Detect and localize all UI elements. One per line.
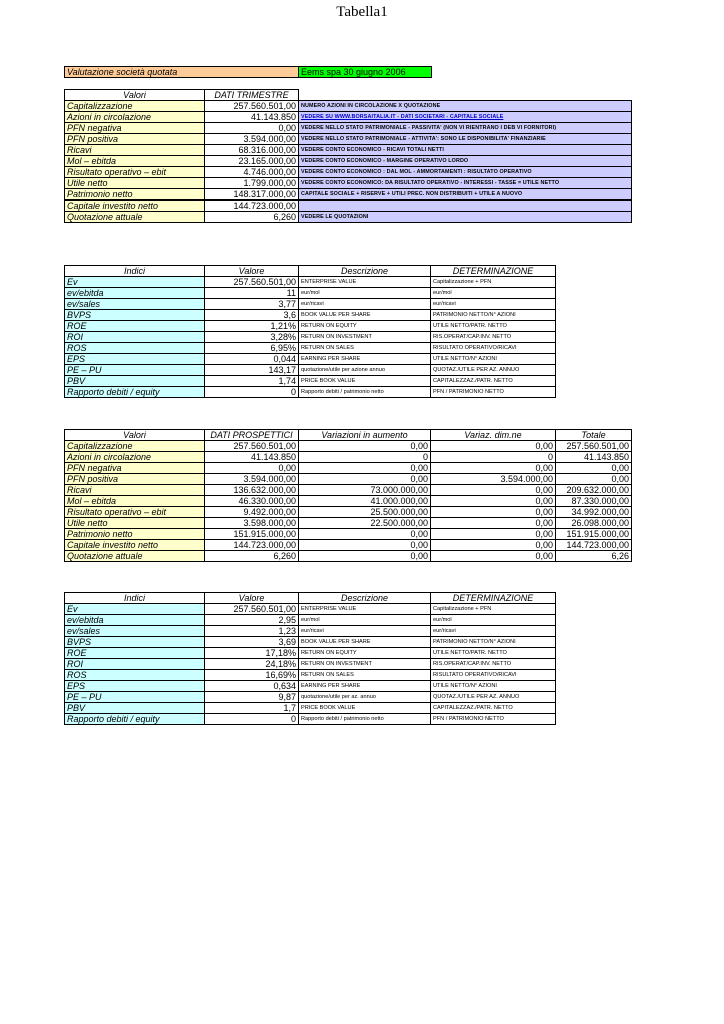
dati-prospettici: 41.143.850 <box>205 452 299 463</box>
row-label: Quotazione attuale <box>65 212 205 223</box>
index-description: Rapporto debiti / patrimonio netto <box>299 387 431 398</box>
index-description: BOOK VALUE PER SHARE <box>299 310 431 321</box>
index-determination: PATRIMONIO NETTO/N° AZIONI <box>431 310 556 321</box>
row-note: CAPITALE SOCIALE + RISERVE + UTILI PREC. NON DISTRIBUITI + UTILE A NUOVO <box>299 189 632 201</box>
index-name: ev/ebitda <box>65 615 205 626</box>
row-value: 0,00 <box>205 123 299 134</box>
index-description: EARNING PER SHARE <box>299 354 431 365</box>
index-description: ENTERPRISE VALUE <box>299 277 431 288</box>
header-descrizione: Descrizione <box>299 593 431 604</box>
index-value: 143,17 <box>205 365 299 376</box>
totale: 144.723.000,00 <box>556 540 632 551</box>
row-value: 41.143.850 <box>205 112 299 123</box>
index-name: PBV <box>65 703 205 714</box>
index-description: eur/ricavi <box>299 626 431 637</box>
row-label: Patrimonio netto <box>65 189 205 201</box>
index-description: RETURN ON EQUITY <box>299 648 431 659</box>
totale: 0,00 <box>556 474 632 485</box>
dati-prospettici: 151.915.000,00 <box>205 529 299 540</box>
row-value: 23.165.000,00 <box>205 156 299 167</box>
row-label: PFN negativa <box>65 463 205 474</box>
index-determination: PATRIMONIO NETTO/N° AZIONI <box>431 637 556 648</box>
header-valori: Valori <box>65 430 205 441</box>
table-row <box>65 452 632 463</box>
company-date: Eems spa 30 giugno 2006 <box>299 67 432 78</box>
index-description: Rapporto debiti / patrimonio netto <box>299 714 431 725</box>
index-name: Ev <box>65 604 205 615</box>
row-value: 1.799.000,00 <box>205 178 299 189</box>
row-value: 68.316.000,00 <box>205 145 299 156</box>
row-label: Capitalizzazione <box>65 441 205 452</box>
index-description: eur/mol <box>299 615 431 626</box>
row-label: Risultato operativo – ebit <box>65 167 205 178</box>
index-name: ev/ebitda <box>65 288 205 299</box>
index-name: ROS <box>65 670 205 681</box>
index-determination: UTILE NETTO/PATR. NETTO <box>431 321 556 332</box>
totale: 0,00 <box>556 463 632 474</box>
index-description: PRICE BOOK VALUE <box>299 376 431 387</box>
header-determinazione: DETERMINAZIONE <box>431 266 556 277</box>
header-indici: Indici <box>65 266 205 277</box>
table-row <box>65 507 632 518</box>
header-descrizione: Descrizione <box>299 266 431 277</box>
table-row <box>65 101 632 112</box>
header-dati-prospettici: DATI PROSPETTICI <box>205 430 299 441</box>
table-row <box>65 485 632 496</box>
table-row <box>65 659 556 670</box>
table-row <box>65 365 556 376</box>
index-value: 3,6 <box>205 310 299 321</box>
row-note <box>299 200 632 212</box>
row-label: Capitalizzazione <box>65 101 205 112</box>
dati-prospettici: 0,00 <box>205 463 299 474</box>
index-name: BVPS <box>65 310 205 321</box>
table-row <box>65 178 632 189</box>
index-value: 257.560.501,00 <box>205 604 299 615</box>
index-description: RETURN ON INVESTMENT <box>299 332 431 343</box>
table-row <box>65 714 556 725</box>
index-determination: eur/mol <box>431 288 556 299</box>
index-description: quotazione/utile per azione annuo <box>299 365 431 376</box>
index-value: 3,69 <box>205 637 299 648</box>
variazioni-aumento: 73.000.000,00 <box>299 485 431 496</box>
totale: 209.632.000,00 <box>556 485 632 496</box>
row-label: Mol – ebitda <box>65 156 205 167</box>
totale: 151.915.000,00 <box>556 529 632 540</box>
variazioni-diminuzione: 0,00 <box>431 529 556 540</box>
table-indici-prospettici <box>64 592 556 725</box>
table-row <box>65 529 632 540</box>
table-row <box>65 387 556 398</box>
dati-prospettici: 6,260 <box>205 551 299 562</box>
table-row <box>65 474 632 485</box>
table-row <box>65 112 632 123</box>
index-value: 16,69% <box>205 670 299 681</box>
table-row <box>65 496 632 507</box>
header-variazioni-aumento: Variazioni in aumento <box>299 430 431 441</box>
row-note: VEDERE LE QUOTAZIONI <box>299 212 632 223</box>
totale: 26.098.000,00 <box>556 518 632 529</box>
index-description: RETURN ON EQUITY <box>299 321 431 332</box>
row-note: VEDERE CONTO ECONOMICO - MARGINE OPERATIVO LORDO <box>299 156 632 167</box>
row-label: PFN positiva <box>65 134 205 145</box>
index-name: Rapporto debiti / equity <box>65 714 205 725</box>
variazioni-diminuzione: 0,00 <box>431 441 556 452</box>
row-label: Capitale investito netto <box>65 200 205 212</box>
index-name: PE – PU <box>65 365 205 376</box>
table-dati-trimestre <box>64 89 632 223</box>
variazioni-diminuzione: 0,00 <box>431 540 556 551</box>
variazioni-aumento: 0,00 <box>299 551 431 562</box>
table-row <box>65 200 632 212</box>
row-label: Ricavi <box>65 145 205 156</box>
table-row <box>65 540 632 551</box>
totale: 257.560.501,00 <box>556 441 632 452</box>
row-note: VEDERE NELLO STATO PATRIMONIALE - ATTIVITA': SONO LE DISPONIBILITA' FINANZIARIE <box>299 134 632 145</box>
variazioni-diminuzione: 0 <box>431 452 556 463</box>
index-name: PE – PU <box>65 692 205 703</box>
table-row <box>65 332 556 343</box>
header-totale: Totale <box>556 430 632 441</box>
variazioni-diminuzione: 0,00 <box>431 518 556 529</box>
index-value: 11 <box>205 288 299 299</box>
valuation-label: Valutazione società quotata <box>65 67 299 78</box>
row-note: VEDERE CONTO ECONOMICO : DAL MOL - AMMORTAMENTI : RISULTATO OPERATIVO <box>299 167 632 178</box>
row-note: NUMERO AZIONI IN CIRCOLAZIONE X QUOTAZIONE <box>299 101 632 112</box>
index-description: RETURN ON SALES <box>299 670 431 681</box>
index-determination: CAPITALEZZAZ./PATR. NETTO <box>431 703 556 714</box>
index-name: ROI <box>65 332 205 343</box>
index-description: eur/ricavi <box>299 299 431 310</box>
variazioni-diminuzione: 0,00 <box>431 496 556 507</box>
table-row <box>65 615 556 626</box>
index-determination: PFN / PATRIMONIO NETTO <box>431 714 556 725</box>
table-dati-prospettici <box>64 429 632 562</box>
index-determination: RISULTATO OPERATIVO/RICAVI <box>431 343 556 354</box>
index-description: BOOK VALUE PER SHARE <box>299 637 431 648</box>
variazioni-diminuzione: 0,00 <box>431 463 556 474</box>
index-determination: eur/ricavi <box>431 626 556 637</box>
index-name: PBV <box>65 376 205 387</box>
index-description: quotazione/utile per az. annuo <box>299 692 431 703</box>
dati-prospettici: 46.330.000,00 <box>205 496 299 507</box>
index-determination: eur/mol <box>431 615 556 626</box>
header-block <box>64 66 432 78</box>
borsaitalia-link[interactable]: VEDERE SU WWW.BORSAITALIA.IT - DATI SOCIETARI - CAPITALE SOCIALE <box>299 112 632 123</box>
row-label: PFN positiva <box>65 474 205 485</box>
index-name: ev/sales <box>65 626 205 637</box>
table-row <box>65 145 632 156</box>
row-note: VEDERE CONTO ECONOMICO - RICAVI TOTALI NETTI <box>299 145 632 156</box>
variazioni-diminuzione: 0,00 <box>431 507 556 518</box>
index-value: 3,77 <box>205 299 299 310</box>
table-row <box>65 376 556 387</box>
index-description: eur/mol <box>299 288 431 299</box>
table-row <box>65 637 556 648</box>
table-row <box>65 343 556 354</box>
dati-prospettici: 3.598.000,00 <box>205 518 299 529</box>
header-valori: Valori <box>65 90 205 101</box>
index-description: RETURN ON SALES <box>299 343 431 354</box>
dati-prospettici: 136.632.000,00 <box>205 485 299 496</box>
table-row <box>65 670 556 681</box>
totale: 6,26 <box>556 551 632 562</box>
row-value: 3.594.000,00 <box>205 134 299 145</box>
variazioni-aumento: 22.500.000,00 <box>299 518 431 529</box>
table-row <box>65 551 632 562</box>
variazioni-diminuzione: 0,00 <box>431 551 556 562</box>
index-value: 0,634 <box>205 681 299 692</box>
table-row <box>65 681 556 692</box>
totale: 41.143.850 <box>556 452 632 463</box>
totale: 87.330.000,00 <box>556 496 632 507</box>
index-description: RETURN ON INVESTMENT <box>299 659 431 670</box>
variazioni-diminuzione: 0,00 <box>431 485 556 496</box>
index-value: 1,23 <box>205 626 299 637</box>
row-note: VEDERE NELLO STATO PATRIMONIALE - PASSIVITA' (NON VI RIENTRANO I DEB VI FORNITORI) <box>299 123 632 134</box>
index-determination: CAPITALEZZAZ./PATR. NETTO <box>431 376 556 387</box>
row-note: VEDERE CONTO ECONOMICO: DA RISULTATO OPERATIVO - INTERESSI - TASSE = UTILE NETTO <box>299 178 632 189</box>
index-determination: UTILE NETTO/N° AZIONI <box>431 681 556 692</box>
dati-prospettici: 3.594.000,00 <box>205 474 299 485</box>
dati-prospettici: 9.492.000,00 <box>205 507 299 518</box>
table-row <box>65 277 556 288</box>
index-value: 257.560.501,00 <box>205 277 299 288</box>
table-row <box>65 123 632 134</box>
header-valore: Valore <box>205 266 299 277</box>
index-name: Rapporto debiti / equity <box>65 387 205 398</box>
index-value: 1,7 <box>205 703 299 714</box>
index-name: ROE <box>65 648 205 659</box>
row-label: Ricavi <box>65 485 205 496</box>
index-name: ROI <box>65 659 205 670</box>
variazioni-aumento: 0,00 <box>299 463 431 474</box>
index-determination: UTILE NETTO/PATR. NETTO <box>431 648 556 659</box>
row-label: Capitale investito netto <box>65 540 205 551</box>
index-description: PRICE BOOK VALUE <box>299 703 431 714</box>
table-row <box>65 604 556 615</box>
table-row <box>65 518 632 529</box>
row-value: 257.560.501,00 <box>205 101 299 112</box>
index-determination: PFN / PATRIMONIO NETTO <box>431 387 556 398</box>
table-row <box>65 463 632 474</box>
table-row <box>65 648 556 659</box>
header-variaz-dim: Variaz. dim.ne <box>431 430 556 441</box>
index-name: ROS <box>65 343 205 354</box>
variazioni-aumento: 0,00 <box>299 540 431 551</box>
table-row <box>65 692 556 703</box>
row-label: Risultato operativo – ebit <box>65 507 205 518</box>
variazioni-aumento: 25.500.000,00 <box>299 507 431 518</box>
index-description: ENTERPRISE VALUE <box>299 604 431 615</box>
index-value: 0,044 <box>205 354 299 365</box>
table-row <box>65 134 632 145</box>
index-name: BVPS <box>65 637 205 648</box>
table-row <box>65 189 632 201</box>
index-name: EPS <box>65 354 205 365</box>
index-determination: Capitalizzazione + PFN <box>431 277 556 288</box>
table-row <box>65 299 556 310</box>
index-value: 9,87 <box>205 692 299 703</box>
row-label: Utile netto <box>65 178 205 189</box>
index-value: 6,95% <box>205 343 299 354</box>
table-row <box>65 156 632 167</box>
dati-prospettici: 257.560.501,00 <box>205 441 299 452</box>
index-name: Ev <box>65 277 205 288</box>
row-value: 4.746.000,00 <box>205 167 299 178</box>
dati-prospettici: 144.723.000,00 <box>205 540 299 551</box>
variazioni-aumento: 0,00 <box>299 529 431 540</box>
variazioni-diminuzione: 3.594.000,00 <box>431 474 556 485</box>
row-label: PFN negativa <box>65 123 205 134</box>
row-label: Utile netto <box>65 518 205 529</box>
index-value: 0 <box>205 387 299 398</box>
table-indici-trimestre <box>64 265 556 398</box>
table-row <box>65 321 556 332</box>
index-determination: Capitalizzazione + PFN <box>431 604 556 615</box>
variazioni-aumento: 0 <box>299 452 431 463</box>
totale: 34.992.000,00 <box>556 507 632 518</box>
index-name: ROE <box>65 321 205 332</box>
index-value: 1,21% <box>205 321 299 332</box>
index-determination: UTILE NETTO/N° AZIONI <box>431 354 556 365</box>
variazioni-aumento: 0,00 <box>299 474 431 485</box>
table-row <box>65 441 632 452</box>
index-value: 24,18% <box>205 659 299 670</box>
index-determination: RISULTATO OPERATIVO/RICAVI <box>431 670 556 681</box>
index-determination: RIS.OPERAT/CAP.INV. NETTO <box>431 659 556 670</box>
row-value: 6,260 <box>205 212 299 223</box>
index-name: ev/sales <box>65 299 205 310</box>
table-row <box>65 212 632 223</box>
index-value: 0 <box>205 714 299 725</box>
row-label: Quotazione attuale <box>65 551 205 562</box>
index-value: 3,28% <box>205 332 299 343</box>
table-row <box>65 288 556 299</box>
row-label: Mol – ebitda <box>65 496 205 507</box>
index-value: 2,95 <box>205 615 299 626</box>
index-description: EARNING PER SHARE <box>299 681 431 692</box>
table-row <box>65 626 556 637</box>
table-row <box>65 167 632 178</box>
page-title: Tabella1 <box>336 4 388 20</box>
row-label: Azioni in circolazione <box>65 112 205 123</box>
table-row <box>65 310 556 321</box>
header-indici: Indici <box>65 593 205 604</box>
index-determination: eur/ricavi <box>431 299 556 310</box>
table-row <box>65 703 556 714</box>
header-dati-trimestre: DATI TRIMESTRE <box>205 90 299 101</box>
header-valore: Valore <box>205 593 299 604</box>
index-determination: QUOTAZ./UTILE PER AZ. ANNUO <box>431 692 556 703</box>
table-row <box>65 354 556 365</box>
row-value: 144.723.000,00 <box>205 200 299 212</box>
index-value: 17,18% <box>205 648 299 659</box>
index-determination: QUOTAZ./UTILE PER AZ. ANNUO <box>431 365 556 376</box>
row-value: 148.317.000,00 <box>205 189 299 201</box>
index-determination: RIS.OPERAT/CAP.INV. NETTO <box>431 332 556 343</box>
variazioni-aumento: 41.000.000,00 <box>299 496 431 507</box>
header-determinazione: DETERMINAZIONE <box>431 593 556 604</box>
variazioni-aumento: 0,00 <box>299 441 431 452</box>
index-name: EPS <box>65 681 205 692</box>
row-label: Patrimonio netto <box>65 529 205 540</box>
row-label: Azioni in circolazione <box>65 452 205 463</box>
index-value: 1,74 <box>205 376 299 387</box>
